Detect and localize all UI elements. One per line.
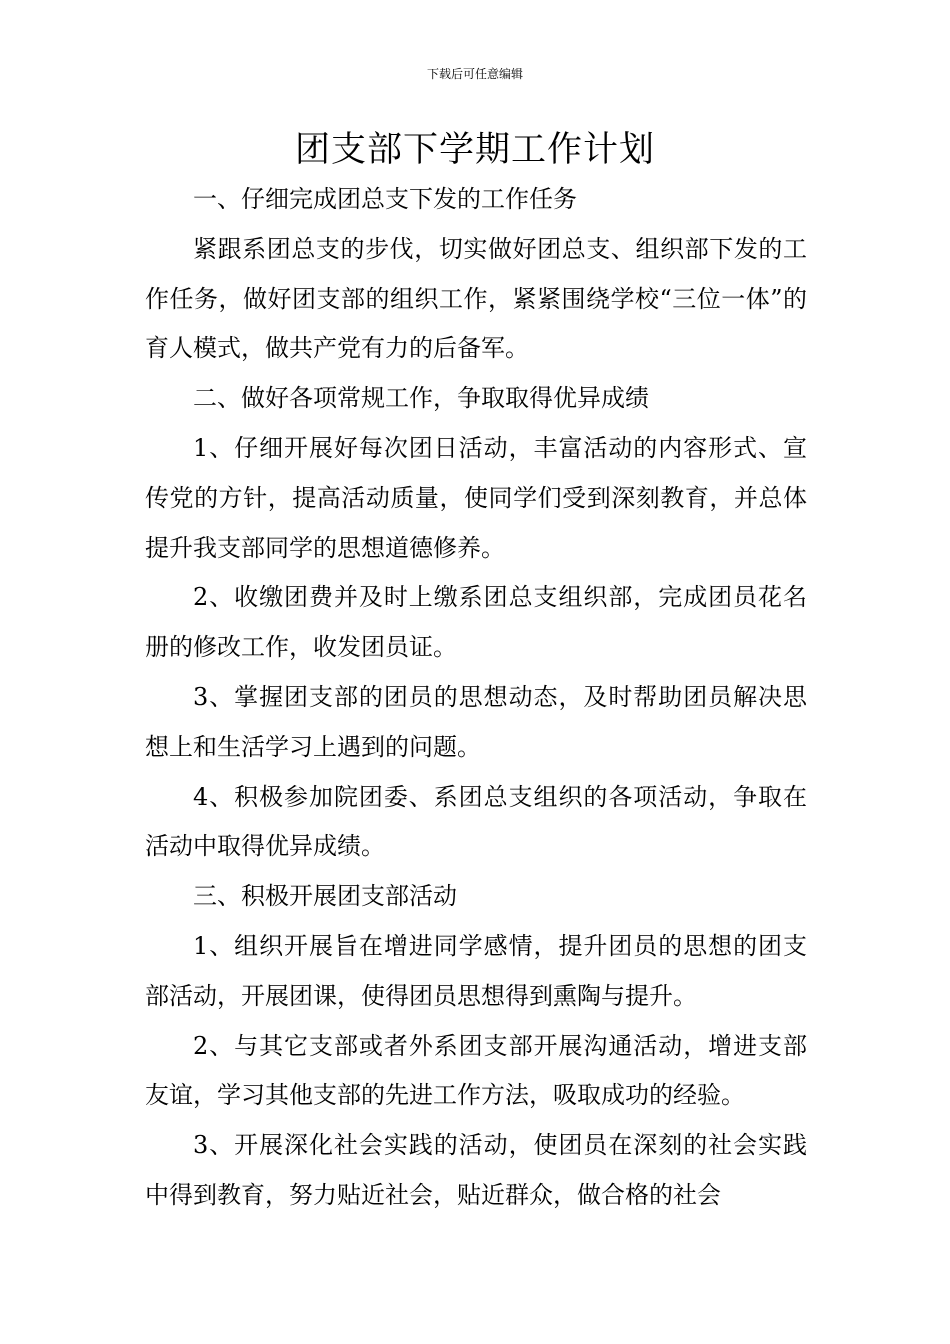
section-heading-2: 二、做好各项常规工作，争取取得优异成绩 [193,384,649,413]
header-note: 下载后可任意编辑 [426,67,523,81]
paragraph: 2、收缴团费并及时上缴系团总支组织部，完成团员花名册的修改工作，收发团员证。 [145,583,807,662]
paragraph: 2、与其它支部或者外系团支部开展沟通活动，增进支部友谊，学习其他支部的先进工作方法，吸取成功的经验。 [145,1031,807,1110]
paragraph: 1、仔细开展好每次团日活动，丰富活动的内容形式、宣传党的方针，提高活动质量，使同学们受到深刻教育，并总体提升我支部同学的思想道德修养。 [145,433,807,562]
section-heading-1: 一、仔细完成团总支下发的工作任务 [193,185,577,213]
paragraph: 1、组织开展旨在增进同学感情，提升团员的思想的团支部活动，开展团课，使得团员思想得到熏陶与提升。 [145,931,807,1010]
document-body [145,175,807,1221]
paragraph: 3、开展深化社会实践的活动，使团员在深刻的社会实践中得到教育，努力贴近社会，贴近群众，做合格的社会 [145,1131,807,1209]
document-title: 团支部下学期工作计划 [294,130,655,170]
paragraph: 4、积极参加院团委、系团总支组织的各项活动，争取在活动中取得优异成绩。 [145,782,807,861]
paragraph: 紧跟系团总支的步伐，切实做好团总支、组织部下发的工作任务，做好团支部的组织工作，紧紧围绕学校“三位一体”的育人模式，做共产党有力的后备军。 [145,234,807,363]
section-heading-3: 三、积极开展团支部活动 [193,882,457,911]
paragraph: 3、掌握团支部的团员的思想动态，及时帮助团员解决思想上和生活学习上遇到的问题。 [145,682,807,761]
